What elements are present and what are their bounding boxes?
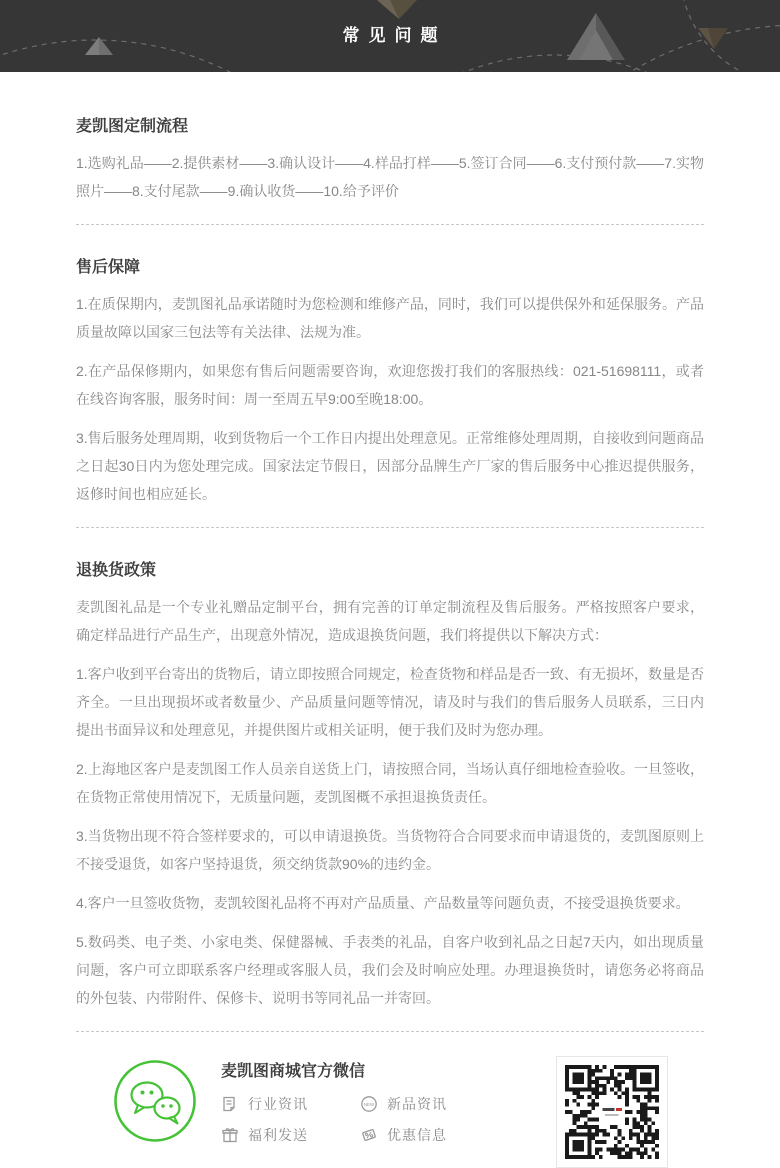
dashed-divider — [76, 224, 704, 225]
paragraph: 1.在质保期内，麦凯图礼品承诺随时为您检测和维修产品，同时，我们可以提供保外和延保服务。产品质量故障以国家三包法等有关法律、法规为准。 — [76, 296, 704, 340]
wechat-icon — [113, 1059, 197, 1143]
wechat-info — [221, 1053, 447, 1145]
section-custom-process — [76, 113, 704, 205]
section-return-policy — [76, 557, 704, 1012]
paragraph: 3.售后服务处理周期，收到货物后一个工作日内提出处理意见。正常维修处理周期，自接收到问题商品之日起30日内为您处理完成。国家法定节假日，因部分品牌生产厂家的售后服务中心推迟提供服务，返修时间也相应延长。 — [76, 430, 704, 502]
coupon-icon — [360, 1126, 378, 1144]
paragraph: 5.数码类、电子类、小家电类、保健器械、手表类的礼品，自客户收到礼品之日起7天内，如出现质量问题，客户可立即联系客户经理或客服人员，我们会及时响应处理。办理退换货时，请您务必将商品的外包装、内带附件、保修卡、说明书等同礼品一并寄回。 — [76, 934, 704, 1006]
paragraph: 2.在产品保修期内，如果您有售后问题需要咨询，欢迎您拨打我们的客服热线：021-51698111，或者在线咨询客服，服务时间：周一至周五早9:00至晚18:00。 — [76, 363, 704, 407]
list-item — [221, 1125, 308, 1145]
section-heading: 售后保障 — [76, 259, 141, 276]
wechat-feature-grid — [221, 1094, 447, 1145]
paragraph: 3.当货物出现不符合签样要求的，可以申请退换货。当货物符合合同要求而申请退货的，麦凯图原则上不接受退货，如客户坚持退货，须交纳货款90%的违约金。 — [76, 828, 704, 872]
list-item — [360, 1094, 447, 1114]
paragraph: 4.客户一旦签收货物，麦凯较图礼品将不再对产品质量、产品数量等问题负责，不接受退换货要求。 — [76, 895, 690, 911]
section-aftersales — [76, 254, 704, 508]
paragraph: 1.客户收到平台寄出的货物后，请立即按照合同规定，检查货物和样品是否一致、有无损坏，数量是否齐全。一旦出现损坏或者数量少、产品质量问题等情况，请及时与我们的售后服务人员联系，三日内提出书面异议和处理意见，并提供图片或相关证明，便于我们及时为您办理。 — [76, 666, 704, 738]
paragraph: 1.选购礼品——2.提供素材——3.确认设计——4.样品打样——5.签订合同——6.支付预付款——7.实物照片——8.支付尾款——9.确认收货——10.给予评价 — [76, 155, 704, 199]
qr-code — [556, 1056, 668, 1168]
page-banner — [0, 0, 780, 72]
wechat-feature-label: 新品资讯 — [387, 1096, 447, 1112]
faq-content — [0, 72, 780, 1032]
gift-icon — [221, 1126, 239, 1144]
paragraph: 2.上海地区客户是麦凯图工作人员亲自送货上门，请按照合同，当场认真仔细地检查验收。一旦签收，在货物正常使用情况下，无质量问题，麦凯图概不承担退换货责任。 — [76, 761, 704, 805]
wechat-block — [113, 1053, 447, 1145]
svg-text:NEW: NEW — [363, 1102, 375, 1107]
news-doc-icon — [221, 1095, 239, 1113]
section-heading: 退换货政策 — [76, 562, 157, 579]
page-title: 常见问题 — [342, 26, 447, 45]
wechat-feature-label: 行业资讯 — [248, 1096, 308, 1112]
section-heading: 麦凯图定制流程 — [76, 118, 189, 135]
wechat-feature-label: 优惠信息 — [387, 1127, 447, 1143]
wechat-feature-label: 福利发送 — [248, 1127, 308, 1143]
wechat-footer — [0, 1032, 780, 1168]
list-item — [360, 1125, 447, 1145]
new-badge-icon — [360, 1095, 378, 1113]
wechat-title: 麦凯图商城官方微信 — [221, 1063, 366, 1080]
dashed-divider — [76, 527, 704, 528]
list-item — [221, 1094, 308, 1114]
paragraph: 麦凯图礼品是一个专业礼赠品定制平台，拥有完善的订单定制流程及售后服务。严格按照客户要求，确定样品进行产品生产，出现意外情况，造成退换货问题，我们将提供以下解决方式： — [76, 599, 704, 643]
